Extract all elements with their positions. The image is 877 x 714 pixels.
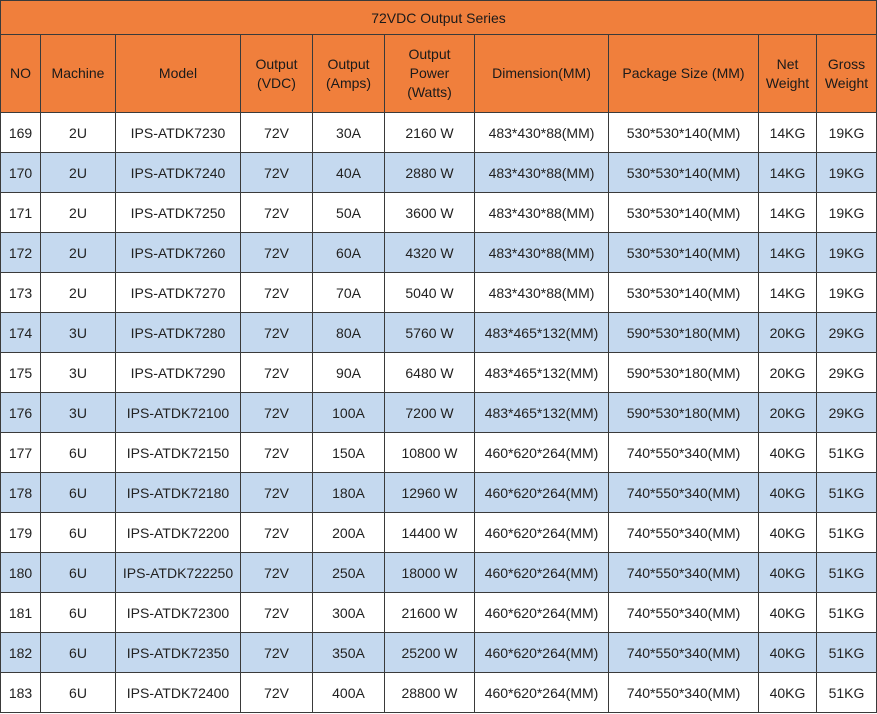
cell-dimension: 460*620*264(MM)	[475, 513, 609, 553]
cell-model: IPS-ATDK72150	[116, 433, 241, 473]
cell-net-weight: 14KG	[759, 273, 817, 313]
header-label: Net	[776, 55, 799, 72]
cell-dimension: 460*620*264(MM)	[475, 473, 609, 513]
cell-gross-weight: 51KG	[817, 473, 877, 513]
cell-model: IPS-ATDK7250	[116, 193, 241, 233]
cell-dimension: 460*620*264(MM)	[475, 673, 609, 713]
cell-model: IPS-ATDK7230	[116, 113, 241, 153]
cell-output-vdc: 72V	[241, 113, 313, 153]
cell-net-weight: 20KG	[759, 313, 817, 353]
cell-package-size: 590*530*180(MM)	[609, 313, 759, 353]
cell-model: IPS-ATDK7270	[116, 273, 241, 313]
cell-output-power: 7200 W	[385, 393, 475, 433]
cell-package-size: 740*550*340(MM)	[609, 553, 759, 593]
table-row	[1, 313, 877, 353]
cell-package-size: 530*530*140(MM)	[609, 113, 759, 153]
column-header-output-amps	[313, 35, 385, 113]
header-label: (VDC)	[257, 74, 296, 91]
cell-output-amps: 50A	[313, 193, 385, 233]
cell-package-size: 740*550*340(MM)	[609, 593, 759, 633]
cell-output-power: 4320 W	[385, 233, 475, 273]
cell-output-amps: 30A	[313, 113, 385, 153]
cell-output-power: 5760 W	[385, 313, 475, 353]
column-header-no	[1, 35, 41, 113]
cell-gross-weight: 19KG	[817, 233, 877, 273]
table-row	[1, 673, 877, 713]
header-label: Package Size (MM)	[622, 65, 745, 81]
cell-gross-weight: 51KG	[817, 553, 877, 593]
cell-output-power: 2880 W	[385, 153, 475, 193]
cell-output-power: 2160 W	[385, 113, 475, 153]
cell-package-size: 590*530*180(MM)	[609, 393, 759, 433]
cell-machine: 2U	[41, 273, 116, 313]
cell-no: 174	[1, 313, 41, 353]
cell-no: 169	[1, 113, 41, 153]
cell-model: IPS-ATDK7280	[116, 313, 241, 353]
cell-gross-weight: 19KG	[817, 153, 877, 193]
header-label: Output	[327, 55, 370, 72]
cell-output-vdc: 72V	[241, 593, 313, 633]
cell-gross-weight: 29KG	[817, 313, 877, 353]
table-body	[1, 113, 877, 713]
cell-dimension: 483*430*88(MM)	[475, 233, 609, 273]
column-header-output-vdc	[241, 35, 313, 113]
cell-output-vdc: 72V	[241, 353, 313, 393]
cell-output-vdc: 72V	[241, 673, 313, 713]
cell-output-power: 6480 W	[385, 353, 475, 393]
cell-dimension: 483*430*88(MM)	[475, 193, 609, 233]
header-label: (Watts)	[407, 84, 452, 100]
column-header-model	[116, 35, 241, 113]
cell-output-amps: 300A	[313, 593, 385, 633]
cell-output-amps: 400A	[313, 673, 385, 713]
cell-no: 170	[1, 153, 41, 193]
cell-dimension: 483*430*88(MM)	[475, 273, 609, 313]
cell-gross-weight: 29KG	[817, 353, 877, 393]
column-header-row	[1, 35, 877, 113]
cell-output-amps: 70A	[313, 273, 385, 313]
cell-gross-weight: 51KG	[817, 593, 877, 633]
cell-output-vdc: 72V	[241, 513, 313, 553]
cell-model: IPS-ATDK72180	[116, 473, 241, 513]
cell-model: IPS-ATDK7290	[116, 353, 241, 393]
cell-gross-weight: 19KG	[817, 273, 877, 313]
cell-model: IPS-ATDK72200	[116, 513, 241, 553]
table-row	[1, 593, 877, 633]
header-label: Weight	[765, 74, 810, 91]
cell-output-power: 5040 W	[385, 273, 475, 313]
cell-output-amps: 180A	[313, 473, 385, 513]
cell-net-weight: 40KG	[759, 593, 817, 633]
cell-no: 178	[1, 473, 41, 513]
cell-machine: 2U	[41, 233, 116, 273]
table-row	[1, 273, 877, 313]
cell-machine: 6U	[41, 513, 116, 553]
table-row	[1, 113, 877, 153]
cell-package-size: 740*550*340(MM)	[609, 513, 759, 553]
table-row	[1, 513, 877, 553]
cell-machine: 3U	[41, 393, 116, 433]
cell-dimension: 460*620*264(MM)	[475, 593, 609, 633]
column-header-package-size	[609, 35, 759, 113]
table-row	[1, 233, 877, 273]
table-row	[1, 553, 877, 593]
cell-net-weight: 14KG	[759, 193, 817, 233]
cell-output-amps: 90A	[313, 353, 385, 393]
cell-package-size: 530*530*140(MM)	[609, 233, 759, 273]
cell-output-power: 10800 W	[385, 433, 475, 473]
cell-output-power: 25200 W	[385, 633, 475, 673]
cell-gross-weight: 19KG	[817, 113, 877, 153]
cell-gross-weight: 51KG	[817, 433, 877, 473]
cell-net-weight: 40KG	[759, 553, 817, 593]
cell-output-power: 12960 W	[385, 473, 475, 513]
table-row	[1, 153, 877, 193]
cell-net-weight: 20KG	[759, 393, 817, 433]
cell-package-size: 530*530*140(MM)	[609, 273, 759, 313]
cell-output-vdc: 72V	[241, 393, 313, 433]
header-label: NO	[10, 65, 31, 81]
cell-dimension: 460*620*264(MM)	[475, 633, 609, 673]
cell-dimension: 460*620*264(MM)	[475, 553, 609, 593]
cell-model: IPS-ATDK7260	[116, 233, 241, 273]
cell-machine: 2U	[41, 153, 116, 193]
cell-machine: 6U	[41, 433, 116, 473]
cell-machine: 3U	[41, 353, 116, 393]
cell-net-weight: 14KG	[759, 113, 817, 153]
cell-model: IPS-ATDK72300	[116, 593, 241, 633]
cell-net-weight: 14KG	[759, 153, 817, 193]
cell-net-weight: 14KG	[759, 233, 817, 273]
cell-no: 183	[1, 673, 41, 713]
table-row	[1, 473, 877, 513]
column-header-net-weight	[759, 35, 817, 113]
cell-machine: 6U	[41, 553, 116, 593]
cell-no: 181	[1, 593, 41, 633]
cell-no: 176	[1, 393, 41, 433]
cell-gross-weight: 51KG	[817, 673, 877, 713]
cell-dimension: 483*465*132(MM)	[475, 313, 609, 353]
header-label: Gross	[827, 55, 866, 72]
table-row	[1, 353, 877, 393]
table-title: 72VDC Output Series	[1, 1, 877, 35]
cell-dimension: 483*465*132(MM)	[475, 393, 609, 433]
cell-package-size: 740*550*340(MM)	[609, 473, 759, 513]
cell-package-size: 740*550*340(MM)	[609, 673, 759, 713]
header-label: Weight	[824, 74, 869, 91]
cell-model: IPS-ATDK7240	[116, 153, 241, 193]
header-label: Dimension(MM)	[492, 65, 591, 81]
cell-output-vdc: 72V	[241, 273, 313, 313]
cell-output-vdc: 72V	[241, 473, 313, 513]
header-label: Output	[408, 46, 451, 62]
cell-output-vdc: 72V	[241, 433, 313, 473]
cell-output-amps: 100A	[313, 393, 385, 433]
cell-no: 171	[1, 193, 41, 233]
cell-no: 175	[1, 353, 41, 393]
cell-output-vdc: 72V	[241, 193, 313, 233]
column-header-machine	[41, 35, 116, 113]
cell-machine: 2U	[41, 193, 116, 233]
cell-gross-weight: 51KG	[817, 513, 877, 553]
table-row	[1, 393, 877, 433]
cell-package-size: 740*550*340(MM)	[609, 633, 759, 673]
table-row	[1, 433, 877, 473]
cell-package-size: 530*530*140(MM)	[609, 193, 759, 233]
header-label: Output	[255, 55, 298, 72]
cell-machine: 6U	[41, 593, 116, 633]
cell-no: 177	[1, 433, 41, 473]
header-label: Power	[409, 65, 450, 81]
cell-output-power: 21600 W	[385, 593, 475, 633]
cell-output-amps: 80A	[313, 313, 385, 353]
cell-net-weight: 40KG	[759, 513, 817, 553]
cell-output-vdc: 72V	[241, 153, 313, 193]
header-label: (Amps)	[325, 74, 372, 91]
cell-model: IPS-ATDK722250	[116, 553, 241, 593]
header-label: Machine	[51, 65, 105, 81]
cell-machine: 2U	[41, 113, 116, 153]
cell-machine: 6U	[41, 633, 116, 673]
cell-output-vdc: 72V	[241, 553, 313, 593]
cell-output-amps: 200A	[313, 513, 385, 553]
cell-output-vdc: 72V	[241, 233, 313, 273]
cell-net-weight: 40KG	[759, 433, 817, 473]
cell-net-weight: 40KG	[759, 633, 817, 673]
cell-output-vdc: 72V	[241, 633, 313, 673]
column-header-output-power	[385, 35, 475, 113]
cell-no: 173	[1, 273, 41, 313]
cell-net-weight: 40KG	[759, 473, 817, 513]
cell-net-weight: 20KG	[759, 353, 817, 393]
table-row	[1, 633, 877, 673]
cell-model: IPS-ATDK72100	[116, 393, 241, 433]
cell-dimension: 483*465*132(MM)	[475, 353, 609, 393]
cell-no: 182	[1, 633, 41, 673]
cell-output-amps: 350A	[313, 633, 385, 673]
column-header-gross-weight	[817, 35, 877, 113]
header-label: Model	[158, 65, 198, 81]
column-header-dimension	[475, 35, 609, 113]
cell-machine: 3U	[41, 313, 116, 353]
cell-output-vdc: 72V	[241, 313, 313, 353]
cell-machine: 6U	[41, 673, 116, 713]
table-row	[1, 193, 877, 233]
cell-machine: 6U	[41, 473, 116, 513]
cell-no: 180	[1, 553, 41, 593]
cell-dimension: 483*430*88(MM)	[475, 113, 609, 153]
cell-output-amps: 40A	[313, 153, 385, 193]
cell-output-power: 18000 W	[385, 553, 475, 593]
cell-no: 179	[1, 513, 41, 553]
cell-dimension: 483*430*88(MM)	[475, 153, 609, 193]
cell-model: IPS-ATDK72350	[116, 633, 241, 673]
cell-dimension: 460*620*264(MM)	[475, 433, 609, 473]
cell-no: 172	[1, 233, 41, 273]
cell-output-power: 14400 W	[385, 513, 475, 553]
cell-output-amps: 150A	[313, 433, 385, 473]
cell-package-size: 530*530*140(MM)	[609, 153, 759, 193]
cell-gross-weight: 51KG	[817, 633, 877, 673]
cell-package-size: 740*550*340(MM)	[609, 433, 759, 473]
cell-output-amps: 250A	[313, 553, 385, 593]
cell-gross-weight: 29KG	[817, 393, 877, 433]
cell-gross-weight: 19KG	[817, 193, 877, 233]
cell-output-amps: 60A	[313, 233, 385, 273]
cell-model: IPS-ATDK72400	[116, 673, 241, 713]
cell-output-power: 3600 W	[385, 193, 475, 233]
cell-output-power: 28800 W	[385, 673, 475, 713]
cell-net-weight: 40KG	[759, 673, 817, 713]
cell-package-size: 590*530*180(MM)	[609, 353, 759, 393]
